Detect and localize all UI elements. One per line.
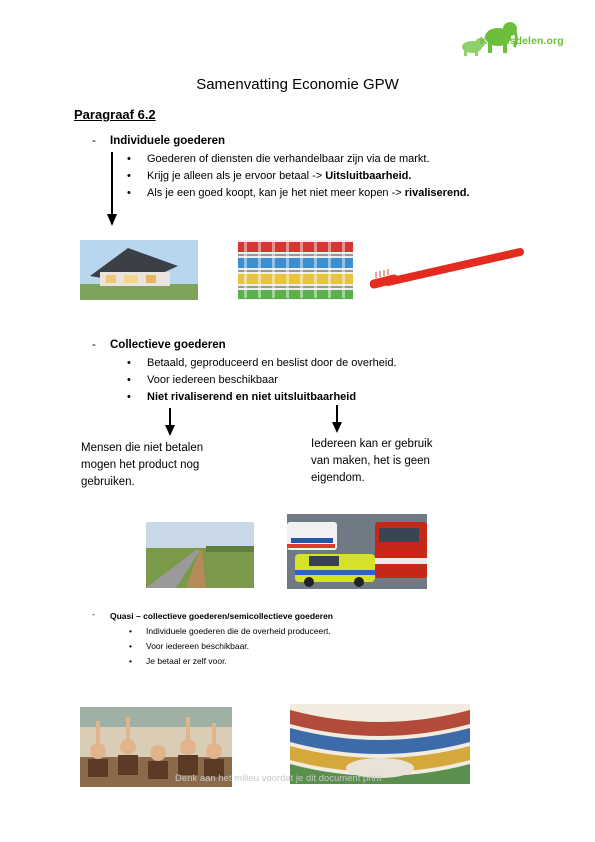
dash-marker: - [92,609,95,619]
list-item: • Voor iedereen beschikbaar. [129,641,250,651]
section-heading-individual: Individuele goederen [110,135,226,147]
section-heading-quasi-collective: Quasi – collectieve goederen/semicollectieve goederen [110,611,333,621]
down-arrow-icon [163,408,177,438]
bullet-list-collective [127,355,547,407]
library-image [290,704,470,784]
list-item: • Goederen of diensten die verhandelbaar zijn via de markt. [127,153,430,165]
list-item: • Je betaal er zelf voor. [129,656,227,666]
dash-marker: - [92,135,96,147]
house-image [80,240,198,300]
note-non-exclusive: Mensen die niet betalen mogen het product nog gebruiken. [81,442,204,488]
emergency-vehicles-image [287,514,427,589]
document-title: Samenvatting Economie GPW [196,76,399,93]
down-arrow-icon [330,405,344,435]
list-item: • Individuele goederen die de overheid produceert. [129,626,331,636]
paragraph-heading: Paragraaf 6.2 [74,107,156,122]
list-item: • Als je een goed koopt, kan je het niet meer kopen -> rivaliserend. [127,187,470,199]
toothbrush-image [370,244,530,294]
bullet-list-quasi-collective [129,624,449,670]
down-arrow-icon [105,152,119,228]
kennisdelen-logo [458,15,578,59]
list-item: • Niet rivaliserend en niet uitsluitbaarheid [127,391,357,403]
list-item: • Voor iedereen beschikbaar [127,374,278,386]
note-non-rival: Iedereen kan er gebruik van maken, het is geen eigendom. [311,438,433,484]
supermarket-shelves-image [238,240,353,300]
dike-road-image [146,522,254,588]
section-heading-collective: Collectieve goederen [110,339,226,351]
dash-marker: - [92,339,96,351]
bullet-list-individual [127,151,547,203]
footer-text: Denk aan het milieu voordat je dit document print [175,773,382,784]
logo-text: Kennisdelen.org [480,35,564,47]
list-item: • Krijg je alleen als je ervoor betaal -> Uitsluitbaarheid. [127,170,412,182]
list-item: • Betaald, geproduceerd en beslist door de overheid. [127,357,397,369]
